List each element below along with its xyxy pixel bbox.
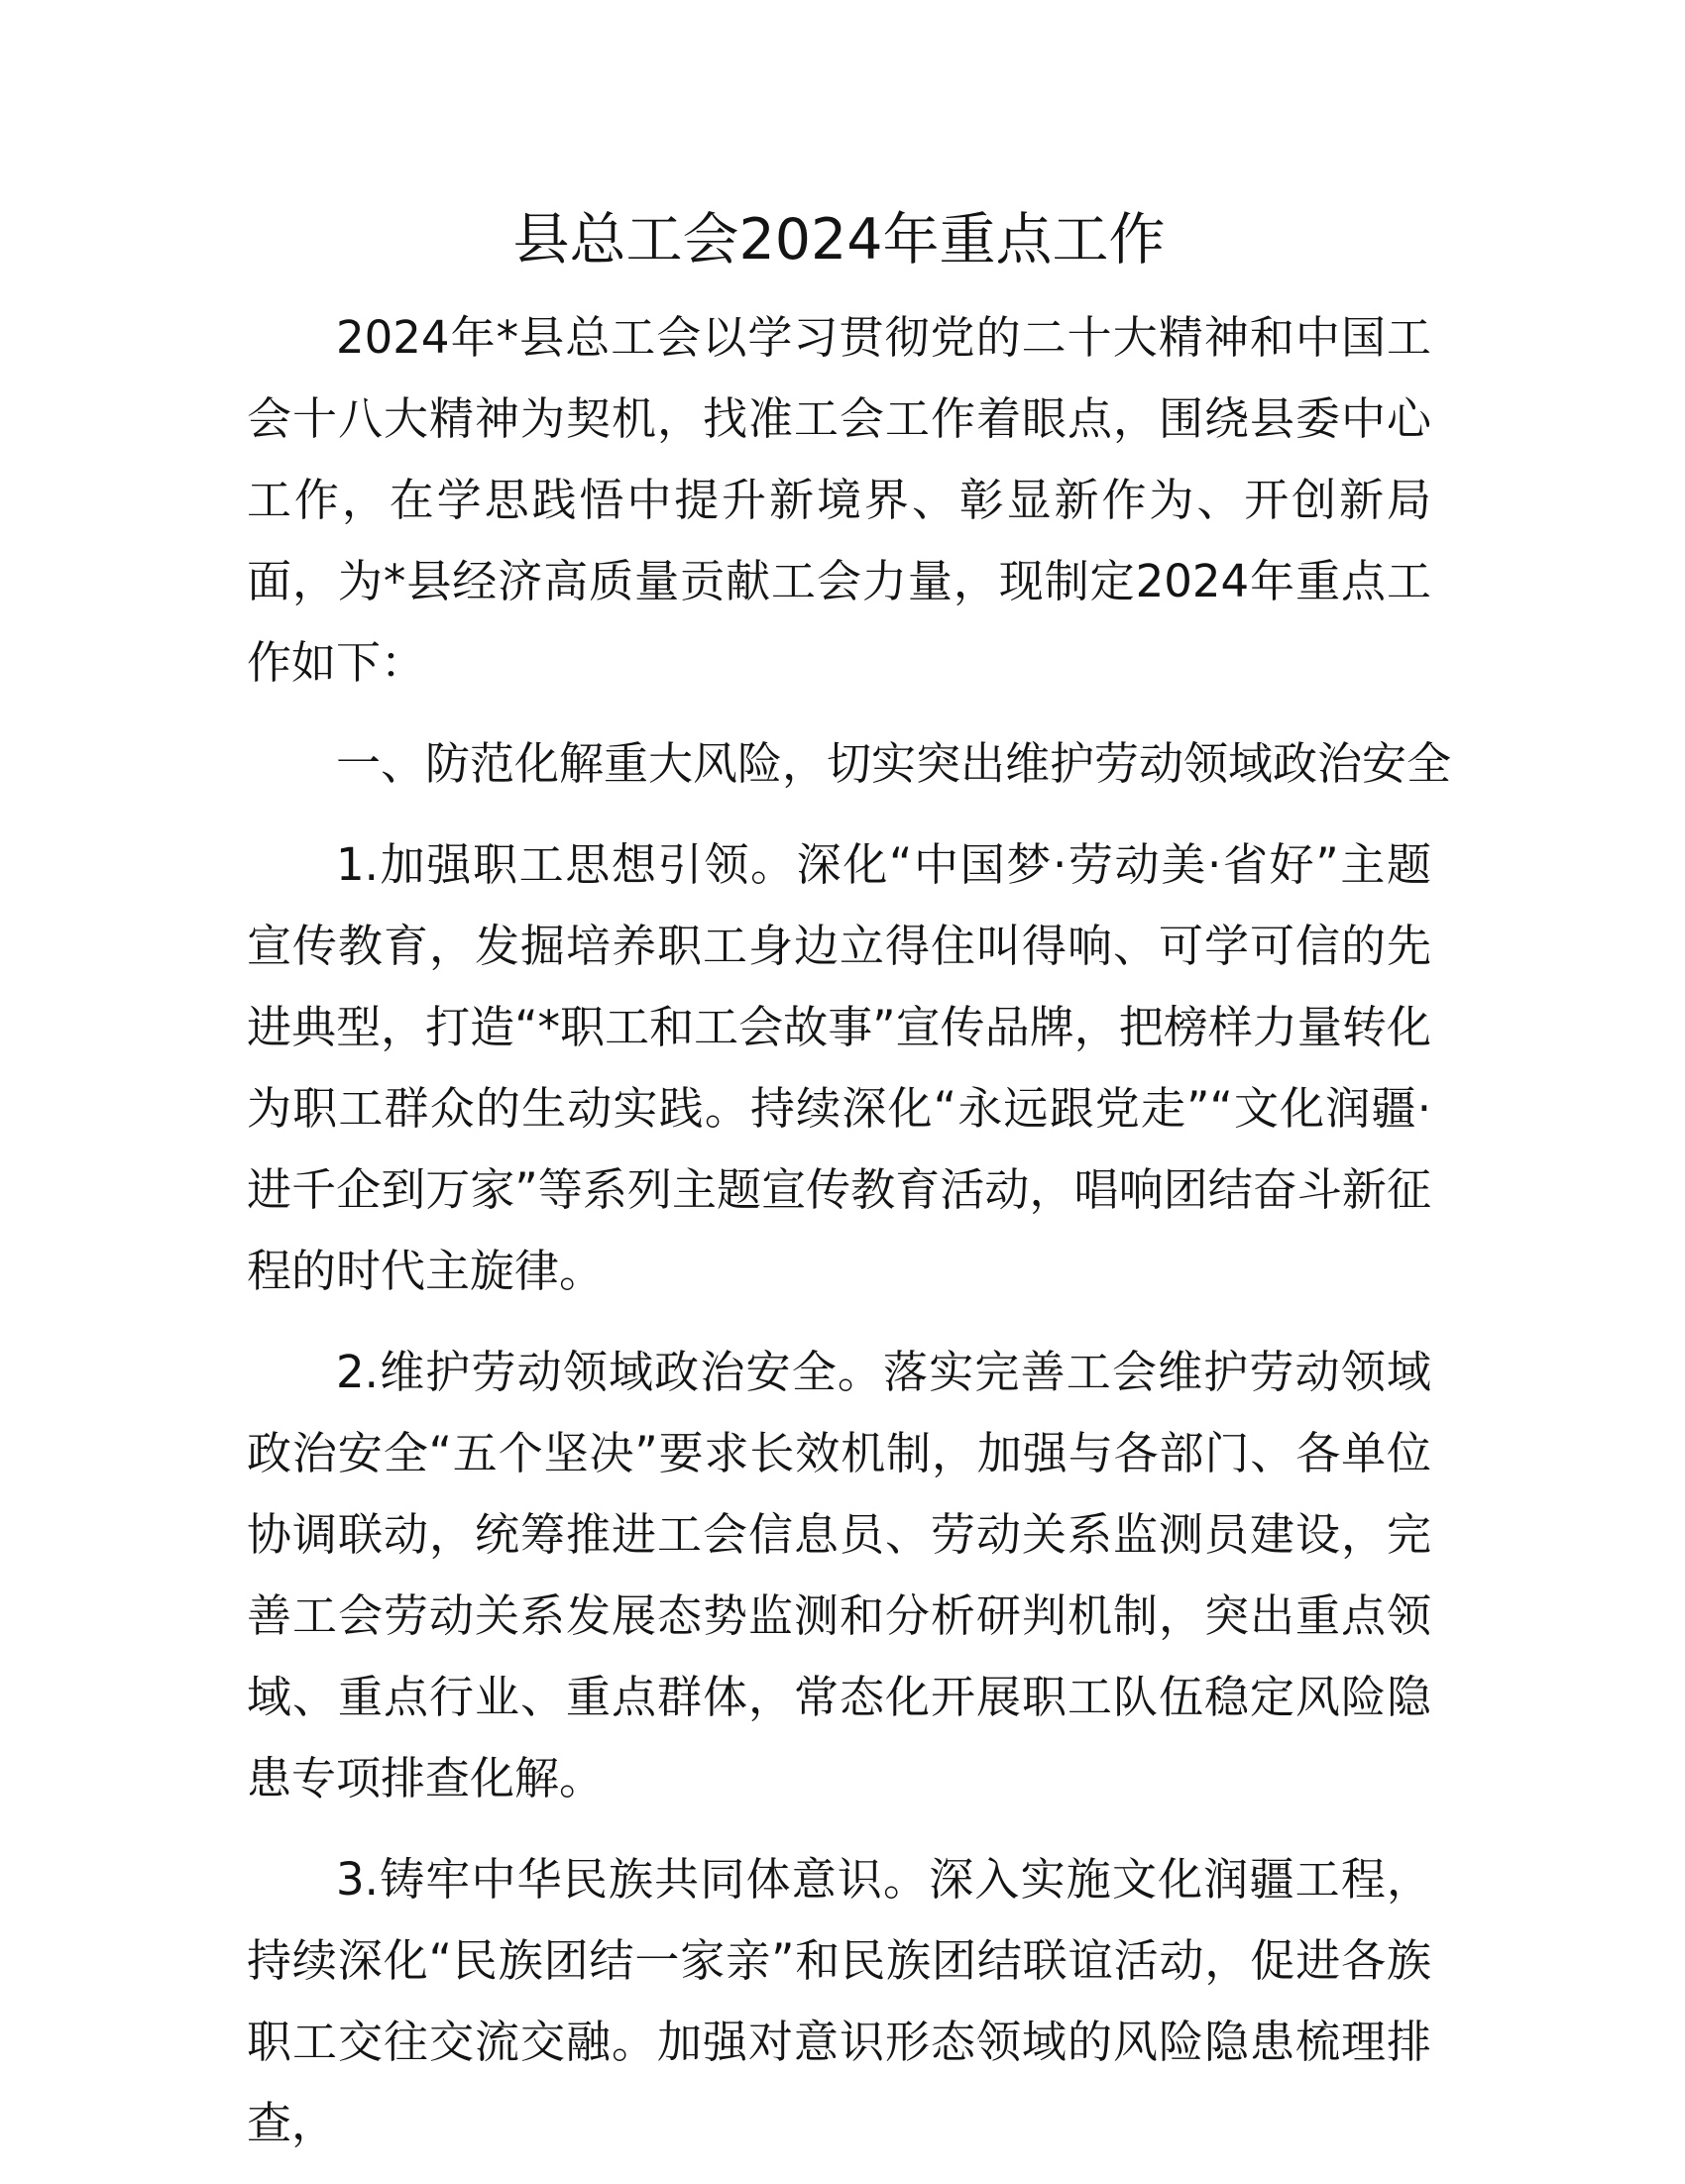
document-title: 县总工会2024年重点工作 [512, 207, 1166, 273]
item-paragraph-1: 1.加强职工思想引领。深化“中国梦·劳动美·省好”主题宣传教育，发掘培养职工身边立得住叫得响、可学可信的先进典型，打造“*职工和工会故事”宣传品牌，把榜样力量转化为职工群众的生动实践。持续深化“永远跟党走”“文化润疆·进千企到万家”等系列主题宣传教育活动，唱响团结奋斗新征程的时代主旋律。 [247, 838, 1431, 1297]
section-heading-1: 一、防范化解重大风险，切实突出维护劳动领域政治安全 [336, 737, 1452, 790]
document-body [247, 194, 1452, 2184]
intro-paragraph: 2024年*县总工会以学习贯彻党的二十大精神和中国工会十八大精神为契机，找准工会工作着眼点，围绕县委中心工作，在学思践悟中提升新境界、彰显新作为、开创新局面，为*县经济高质量贡献工会力量，现制定2024年重点工作如下： [247, 311, 1431, 689]
item-paragraph-3: 3.铸牢中华民族共同体意识。深入实施文化润疆工程，持续深化“民族团结一家亲”和民族团结联谊活动，促进各族职工交往交流交融。加强对意识形态领域的风险隐患梳理排查， [247, 1853, 1431, 2149]
item-paragraph-2: 2.维护劳动领域政治安全。落实完善工会维护劳动领域政治安全“五个坚决”要求长效机制，加强与各部门、各单位协调联动，统筹推进工会信息员、劳动关系监测员建设，完善工会劳动关系发展态势监测和分析研判机制，突出重点领域、重点行业、重点群体，常态化开展职工队伍稳定风险隐患专项排查化解。 [247, 1346, 1431, 1804]
